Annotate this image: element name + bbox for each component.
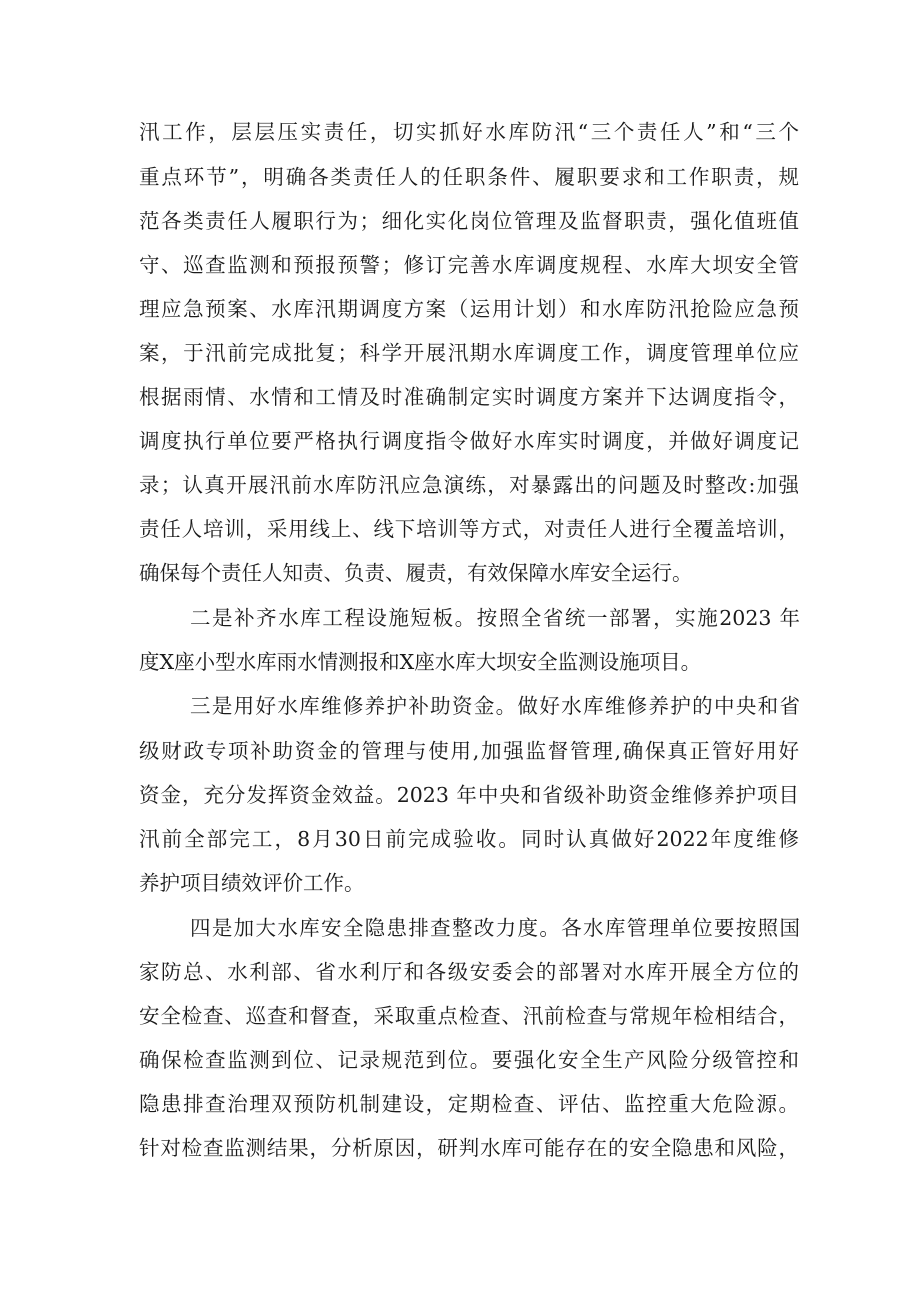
text-line: 家防总、水利部、省水利厅和各级安委会的部署对水库开展全方位的 xyxy=(139,960,799,984)
text-line: 养护项目绩效评价工作。 xyxy=(139,871,365,895)
text-line: 针对检查监测结果，分析原因，研判水库可能存在的安全隐患和风险， xyxy=(139,1136,799,1160)
text-line: 根据雨情、水情和工情及时准确制定实时调度方案并下达调度指令， xyxy=(139,385,799,409)
text-line: 资金，充分发挥资金效益。2023 年中央和省级补助资金维修养护项目 xyxy=(139,783,799,807)
text-line: 确保检查监测到位、记录规范到位。要强化安全生产风险分级管控和 xyxy=(139,1048,799,1072)
text-line: 汛前全部完工，8月30日前完成验收。同时认真做好2022年度维修 xyxy=(139,827,799,851)
text-line: 汛工作，层层压实责任，切实抓好水库防汛“三个责任人”和“三个 xyxy=(139,120,799,144)
text-line: 录；认真开展汛前水库防汛应急演练，对暴露出的问题及时整改:加强 xyxy=(139,473,799,497)
text-line: 级财政专项补助资金的管理与使用,加强监督管理,确保真正管好用好 xyxy=(139,739,799,763)
text-line: 范各类责任人履职行为；细化实化岗位管理及监督职责，强化值班值 xyxy=(139,209,799,233)
text-line: 隐患排查治理双预防机制建设，定期检查、评估、监控重大危险源。 xyxy=(139,1092,799,1116)
text-line: 度X座小型水库雨水情测报和X座水库大坝安全监测设施项目。 xyxy=(139,650,702,674)
text-line: 重点环节”，明确各类责任人的任职条件、履职要求和工作职责，规 xyxy=(139,165,799,189)
text-line: 调度执行单位要严格执行调度指令做好水库实时调度，并做好调度记 xyxy=(139,429,799,453)
text-line: 守、巡查监测和预报预警；修订完善水库调度规程、水库大坝安全管 xyxy=(139,253,799,277)
text-line: 安全检查、巡查和督查，采取重点检查、汛前检查与常规年检相结合， xyxy=(139,1004,799,1028)
paragraph-first-line: 三是用好水库维修养护补助资金。做好水库维修养护的中央和省 xyxy=(190,694,800,718)
text-line: 责任人培训，采用线上、线下培训等方式，对责任人进行全覆盖培训， xyxy=(139,517,799,541)
paragraph-first-line: 二是补齐水库工程设施短板。按照全省统一部署，实施2023 年 xyxy=(190,606,800,630)
text-line: 确保每个责任人知责、负责、履责，有效保障水库安全运行。 xyxy=(139,561,693,585)
paragraph-first-line: 四是加大水库安全隐患排查整改力度。各水库管理单位要按照国 xyxy=(190,916,800,940)
text-line: 理应急预案、水库汛期调度方案（运用计划）和水库防汛抢险应急预 xyxy=(139,297,799,321)
text-line: 案，于汛前完成批复；科学开展汛期水库调度工作，调度管理单位应 xyxy=(139,341,799,365)
